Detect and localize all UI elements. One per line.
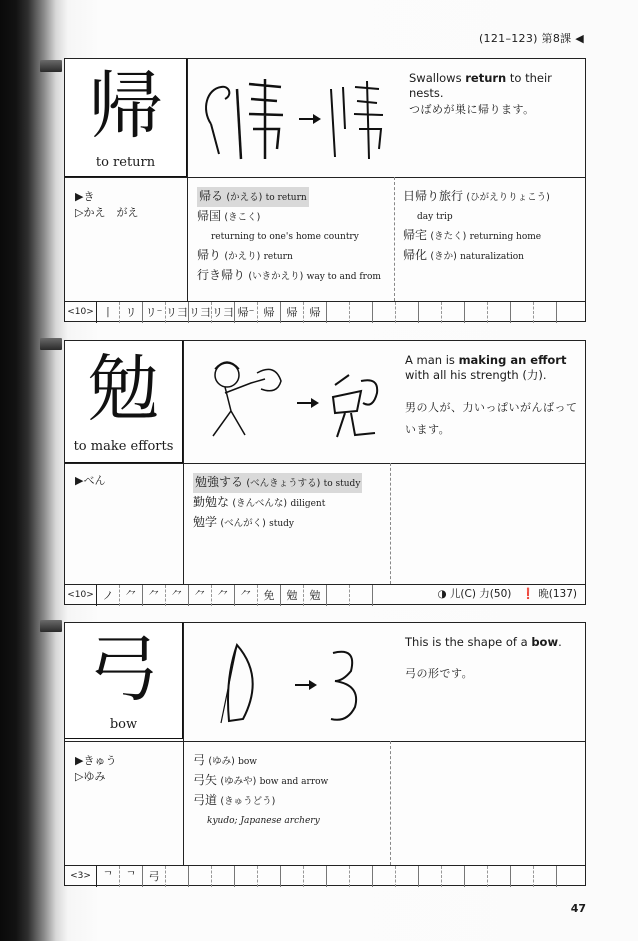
- vocab-list: [197, 187, 381, 286]
- vocab-gloss: day trip: [417, 212, 453, 222]
- stroke-step: リ⁻: [143, 302, 166, 323]
- stroke-step: 帰: [281, 302, 304, 323]
- stroke-step: 弓: [143, 866, 166, 887]
- stroke-step: 帰⁻: [235, 302, 258, 323]
- kanji-box: [65, 623, 183, 739]
- vocab-list: [193, 473, 362, 533]
- kanji-meaning: to make efforts: [73, 439, 174, 454]
- english-mnemonic: Swallows return to their nests.: [409, 71, 552, 100]
- stroke-step: ᄀ: [97, 866, 120, 887]
- vocab-item: 行き帰り (いきかえり) way to and from: [197, 268, 381, 282]
- reading-on: ▶べん: [75, 474, 106, 487]
- page-header: (121–123) 第8課 ◀: [478, 32, 584, 45]
- kanji-entry-bow: [64, 622, 586, 886]
- bow-to-kanji-drawing: [185, 623, 390, 741]
- entry-marker-icon: [40, 60, 62, 72]
- kanji-meaning: bow: [109, 717, 138, 732]
- kanji-entry-make-efforts: [64, 340, 586, 605]
- vocab-item: 帰国 (きこく): [197, 209, 261, 223]
- reading-on: ▶きゅう: [75, 754, 117, 767]
- vocab-item: 日帰り旅行 (ひがえりりょこう): [403, 189, 550, 203]
- reading-kun: ▷ゆみ: [75, 770, 106, 783]
- stroke-step: ⺈: [120, 585, 143, 606]
- vocab-item: 弓矢 (ゆみや) bow and arrow: [193, 773, 329, 787]
- stroke-step: 帰: [258, 302, 281, 323]
- vocab-item: 勤勉な (きんべんな) diligent: [193, 495, 326, 509]
- japanese-mnemonic: 男の人が、力いっぱいがんばっています。: [405, 401, 578, 436]
- kanji-origin-illustration: [185, 341, 390, 459]
- stroke-step: 免: [258, 585, 281, 606]
- vocab-item: 勉学 (べんがく) study: [193, 515, 295, 529]
- kanji-meaning: to return: [95, 155, 156, 170]
- kanji-origin-illustration: [189, 59, 394, 177]
- kanji-box: [65, 59, 187, 177]
- triangle-left-icon: ◀: [575, 32, 584, 45]
- vocab-item: 弓道 (きゅうどう): [193, 793, 276, 807]
- vocab-item: 帰宅 (きたく) returning home: [403, 228, 542, 242]
- vocab-gloss: kyudo; Japanese archery: [207, 816, 320, 826]
- vocab-list-right: [403, 187, 550, 266]
- stroke-order-row: [65, 301, 585, 323]
- vocab-item: 弓 (ゆみ) bow: [193, 753, 258, 767]
- japanese-mnemonic: つばめが巣に帰ります。: [409, 103, 535, 116]
- man-effort-to-kanji-drawing: [185, 341, 390, 459]
- stroke-step: リ⺕: [189, 302, 212, 323]
- stroke-count: <10>: [65, 585, 97, 606]
- related-kanji-note: ◑ 儿(C) 力(50) ❗ 晩(137): [437, 588, 577, 600]
- kanji-entry-return: [64, 58, 586, 322]
- stroke-step: ᄀ: [120, 866, 143, 887]
- japanese-mnemonic: 弓の形です。: [405, 667, 474, 680]
- stroke-step: ノ: [97, 585, 120, 606]
- stroke-step: ⺈: [212, 585, 235, 606]
- stroke-step: 勉: [281, 585, 304, 606]
- stroke-step: 帰: [304, 302, 327, 323]
- reading-kun: ▷かえ がえ: [75, 206, 139, 219]
- vocab-gloss: returning to one's home country: [211, 232, 359, 242]
- reading-on: ▶き: [75, 190, 95, 203]
- entry-marker-icon: [40, 338, 62, 350]
- stroke-step: ⺈: [166, 585, 189, 606]
- kanji-character: 弓: [87, 627, 160, 711]
- kanji-origin-illustration: [185, 623, 390, 741]
- stroke-step: ⺈: [189, 585, 212, 606]
- swallow-to-kanji-drawing: [189, 59, 394, 177]
- kanji-character: 帰: [88, 63, 163, 149]
- stroke-step: リ: [120, 302, 143, 323]
- vocab-list: [193, 751, 328, 830]
- english-mnemonic: This is the shape of a bow.: [405, 635, 562, 649]
- stroke-count: <10>: [65, 302, 97, 323]
- kanji-box: [65, 341, 183, 463]
- stroke-step: リ⺕: [166, 302, 189, 323]
- stroke-step: ⺈: [235, 585, 258, 606]
- kanji-character: 勉: [87, 347, 160, 431]
- vocab-item-highlighted: 勉強する (べんきょうする) to study: [193, 473, 362, 493]
- stroke-step: 丨: [97, 302, 120, 323]
- stroke-step: 勉: [304, 585, 327, 606]
- stroke-order-row: [65, 865, 585, 887]
- stroke-step: ⺈: [143, 585, 166, 606]
- vocab-item: 帰り (かえり) return: [197, 248, 293, 262]
- stroke-step: リ⺕: [212, 302, 235, 323]
- vocab-item-highlighted: 帰る (かえる) to return: [197, 187, 309, 207]
- entry-marker-icon: [40, 620, 62, 632]
- page-number: 47: [570, 902, 586, 915]
- stroke-count: <3>: [65, 866, 97, 887]
- vocab-item: 帰化 (きか) naturalization: [403, 248, 524, 262]
- english-mnemonic: A man is making an effort with all his strength (力).: [405, 353, 567, 382]
